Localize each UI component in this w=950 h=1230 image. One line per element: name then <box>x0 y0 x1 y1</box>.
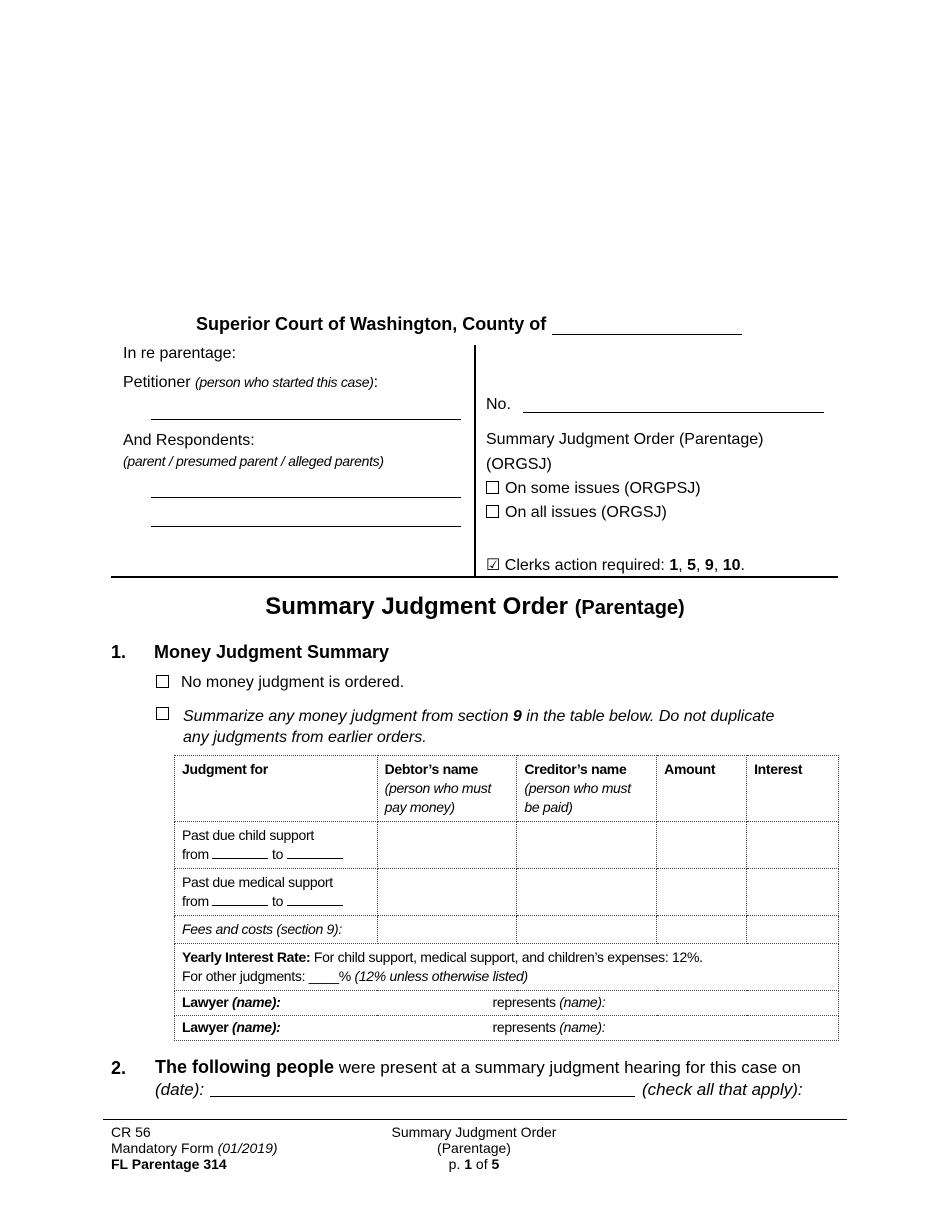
no-judgment-checkbox[interactable] <box>156 675 169 688</box>
interest-rate-other-note: (12% unless otherwise listed) <box>354 968 528 984</box>
section-2-body: were present at a summary judgment hearing for this case on <box>334 1058 801 1077</box>
footer-page-number: p. 1 of 5 <box>448 1156 500 1172</box>
respondent-name-line-2[interactable] <box>151 526 461 527</box>
clerk-num-4: 10 <box>722 557 741 574</box>
court-heading-text: Superior Court of Washington, County of <box>196 314 547 334</box>
fees-amount-cell[interactable] <box>657 916 747 944</box>
medical-support-amount-cell[interactable] <box>657 869 747 916</box>
doc-title-label: Summary Judgment Order (Parentage) <box>486 431 764 448</box>
medical-support-to-blank[interactable] <box>287 892 343 906</box>
case-number-line[interactable] <box>523 412 824 413</box>
section-1-title: Money Judgment Summary <box>154 642 390 662</box>
judgment-table <box>174 755 839 1041</box>
summarize-checkbox[interactable] <box>156 707 169 720</box>
page-title <box>0 593 950 621</box>
clerk-action-label: Clerks action required: <box>504 557 670 574</box>
child-support-creditor-cell[interactable] <box>517 822 657 869</box>
summarize-text-b: in the table below. Do not duplicate <box>521 708 775 725</box>
child-support-from-blank[interactable] <box>212 845 268 859</box>
lawyer-cell-2[interactable]: Lawyer (name): represents (name): <box>175 1016 839 1041</box>
doc-code-label: (ORGSJ) <box>486 456 552 473</box>
page-title-main: Summary Judgment Order <box>265 593 569 620</box>
page-title-sub: (Parentage) <box>574 597 685 619</box>
interest-rate-other: For other judgments: ____% <box>182 968 355 984</box>
option-some-checkbox[interactable] <box>486 481 499 494</box>
table-header-row <box>175 756 839 822</box>
header-debtor: Debtor’s name (person who must pay money) <box>377 756 517 822</box>
footer-left <box>111 1124 278 1172</box>
fees-creditor-cell[interactable] <box>517 916 657 944</box>
header-amount: Amount <box>657 756 747 822</box>
child-support-debtor-cell[interactable] <box>377 822 517 869</box>
summarize-text-a: Summarize any money judgment from section <box>183 708 513 725</box>
summarize-text <box>183 706 843 748</box>
header-creditor: Creditor’s name (person who must be paid) <box>517 756 657 822</box>
footer-rule <box>103 1119 847 1120</box>
section-2-check-note: (check all that apply): <box>642 1080 803 1099</box>
respondents-note: (parent / presumed parent / alleged parents) <box>123 453 384 469</box>
option-all-issues[interactable] <box>486 504 667 522</box>
in-re-label: In re parentage: <box>123 345 236 362</box>
option-no-judgment[interactable] <box>156 674 404 692</box>
clerk-checked-icon: ☑ <box>486 557 501 574</box>
table-row <box>175 822 839 869</box>
petitioner-label <box>123 374 378 392</box>
case-number-label: No. <box>486 396 511 413</box>
court-heading <box>196 314 742 335</box>
lawyer-cell-1[interactable]: Lawyer (name): represents (name): <box>175 991 839 1016</box>
fees-interest-cell[interactable] <box>747 916 839 944</box>
row-fees-label: Fees and costs (section 9): <box>175 916 378 944</box>
petitioner-note: (person who started this case) <box>195 374 374 390</box>
petitioner-name-line[interactable] <box>151 419 461 420</box>
section-2-number: 2. <box>111 1058 127 1078</box>
row-child-support-label: Past due child support from to <box>175 822 378 869</box>
section-1-number: 1. <box>111 642 127 662</box>
caption-divider <box>474 345 476 577</box>
county-blank[interactable] <box>552 316 742 335</box>
child-support-interest-cell[interactable] <box>747 822 839 869</box>
medical-support-creditor-cell[interactable] <box>517 869 657 916</box>
summarize-section-num: 9 <box>512 708 522 725</box>
option-all-checkbox[interactable] <box>486 505 499 518</box>
interest-rate-row <box>175 944 839 991</box>
header-judgment-for: Judgment for <box>175 756 378 822</box>
interest-rate-cell <box>175 944 839 991</box>
petitioner-colon: : <box>373 374 379 391</box>
option-some-label: On some issues (ORGPSJ) <box>505 480 701 497</box>
option-all-label: On all issues (ORGSJ) <box>505 504 667 521</box>
medical-support-interest-cell[interactable] <box>747 869 839 916</box>
caption-bottom-rule <box>111 576 838 578</box>
footer-form-code: CR 56 <box>111 1124 151 1140</box>
petitioner-text: Petitioner <box>123 374 191 391</box>
hearing-date-line[interactable] <box>210 1096 635 1097</box>
clerk-action: ☑ Clerks action required: 1, 5, 9, 10. <box>486 557 745 574</box>
clerk-num-1: 1 <box>669 557 679 574</box>
option-some-issues[interactable] <box>486 480 701 498</box>
child-support-amount-cell[interactable] <box>657 822 747 869</box>
medical-support-from-blank[interactable] <box>212 892 268 906</box>
section-2-bold: The following people <box>155 1057 334 1077</box>
lawyer-row-1 <box>175 991 839 1016</box>
clerk-num-3: 9 <box>704 557 714 574</box>
footer-doc-title: Summary Judgment Order <box>391 1124 557 1140</box>
respondent-name-line-1[interactable] <box>151 497 461 498</box>
fees-debtor-cell[interactable] <box>377 916 517 944</box>
footer-mandatory: Mandatory Form (01/2019) <box>111 1140 278 1156</box>
row-medical-support-label: Past due medical support from to <box>175 869 378 916</box>
table-row <box>175 916 839 944</box>
footer-doc-subtitle: (Parentage) <box>437 1140 511 1156</box>
section-2-text <box>155 1057 845 1078</box>
section-2-date-label: (date): <box>155 1080 205 1099</box>
table-row <box>175 869 839 916</box>
clerk-num-2: 5 <box>687 557 697 574</box>
footer-center <box>374 1124 574 1172</box>
option-summarize[interactable] <box>156 706 175 724</box>
child-support-to-blank[interactable] <box>287 845 343 859</box>
header-interest: Interest <box>747 756 839 822</box>
footer-fl-code: FL Parentage 314 <box>111 1156 227 1172</box>
summarize-text-c: any judgments from earlier orders. <box>183 729 427 746</box>
interest-rate-label: Yearly Interest Rate: <box>182 949 311 965</box>
medical-support-debtor-cell[interactable] <box>377 869 517 916</box>
respondents-label: And Respondents: <box>123 432 255 449</box>
interest-rate-text: For child support, medical support, and children’s expenses: 12%. <box>310 949 703 965</box>
no-judgment-label: No money judgment is ordered. <box>181 674 405 691</box>
lawyer-row-2 <box>175 1016 839 1041</box>
